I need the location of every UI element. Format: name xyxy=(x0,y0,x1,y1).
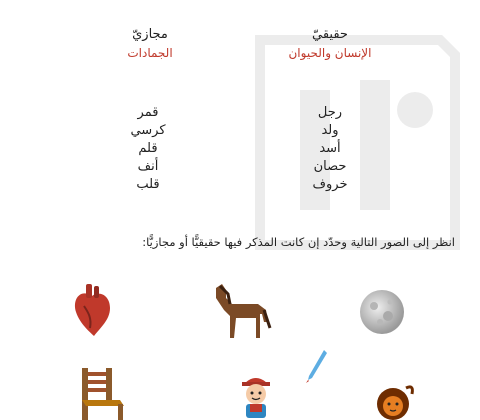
literal-title: حقيقيّ xyxy=(312,27,348,42)
lion-icon xyxy=(368,380,418,420)
list-item: قلم xyxy=(138,141,158,156)
list-item: رجل xyxy=(317,105,343,120)
list-item: خروف xyxy=(312,177,348,192)
list-item: قمر xyxy=(137,105,159,120)
literal-word-list xyxy=(290,104,370,194)
horse-icon xyxy=(206,280,274,342)
literal-subtitle: الإنسان والحيوان xyxy=(288,46,372,60)
instruction-text: انظر إلى الصور التالية وحدّد إن كانت المذكر فيها حقيقيًّا أو مجازيًّا: xyxy=(142,235,455,249)
pen-icon xyxy=(304,348,328,384)
figurative-word-list xyxy=(108,104,188,194)
list-item: أنف xyxy=(137,159,159,174)
literal-column-header xyxy=(275,26,385,62)
list-item: كرسي xyxy=(130,123,166,138)
chair-icon xyxy=(76,366,126,420)
figurative-subtitle: الجمادات xyxy=(127,46,173,60)
boy-icon xyxy=(236,372,276,420)
figurative-title: مجازيّ xyxy=(132,27,168,42)
figurative-column-header xyxy=(95,26,205,62)
moon-icon xyxy=(358,288,406,336)
list-item: قلب xyxy=(136,177,160,192)
list-item: أسد xyxy=(319,141,341,156)
list-item: ولد xyxy=(321,123,339,138)
heart-icon xyxy=(70,282,114,338)
list-item: حصان xyxy=(313,159,347,174)
